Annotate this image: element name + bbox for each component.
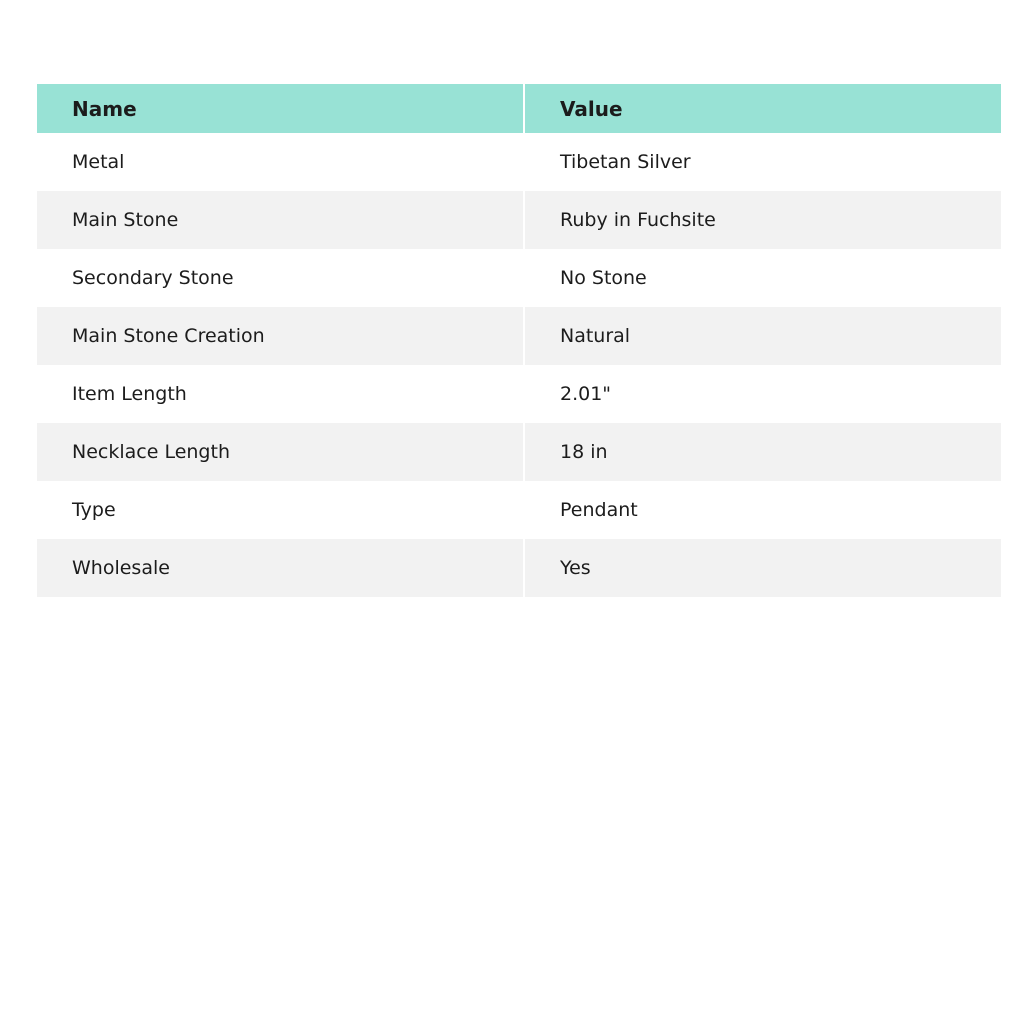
table-row: [37, 191, 1001, 249]
table-row: [37, 249, 1001, 307]
name-cell: Main Stone: [72, 209, 179, 231]
table-row: [37, 481, 1001, 539]
header-name-cell: Name: [72, 96, 137, 121]
name-cell: Main Stone Creation: [72, 325, 265, 347]
table-header-row: [37, 84, 1001, 133]
name-cell: Necklace Length: [72, 441, 230, 463]
header-value-cell: Value: [523, 84, 1001, 133]
name-cell: Item Length: [72, 383, 187, 405]
value-cell: 18 in: [523, 423, 1001, 481]
value-cell: Pendant: [523, 481, 1001, 539]
table-row: [37, 133, 1001, 191]
name-cell: Secondary Stone: [72, 267, 234, 289]
value-cell: Tibetan Silver: [523, 133, 1001, 191]
value-cell: Yes: [523, 539, 1001, 597]
name-cell: Metal: [72, 151, 125, 173]
value-cell: Ruby in Fuchsite: [523, 191, 1001, 249]
table-row: [37, 423, 1001, 481]
product-attributes-table: [37, 84, 1001, 597]
table-row: [37, 307, 1001, 365]
table-row: [37, 365, 1001, 423]
name-cell: Wholesale: [72, 557, 170, 579]
value-cell: No Stone: [523, 249, 1001, 307]
table-row: [37, 539, 1001, 597]
name-cell: Type: [72, 499, 116, 521]
value-cell: 2.01": [523, 365, 1001, 423]
value-cell: Natural: [523, 307, 1001, 365]
